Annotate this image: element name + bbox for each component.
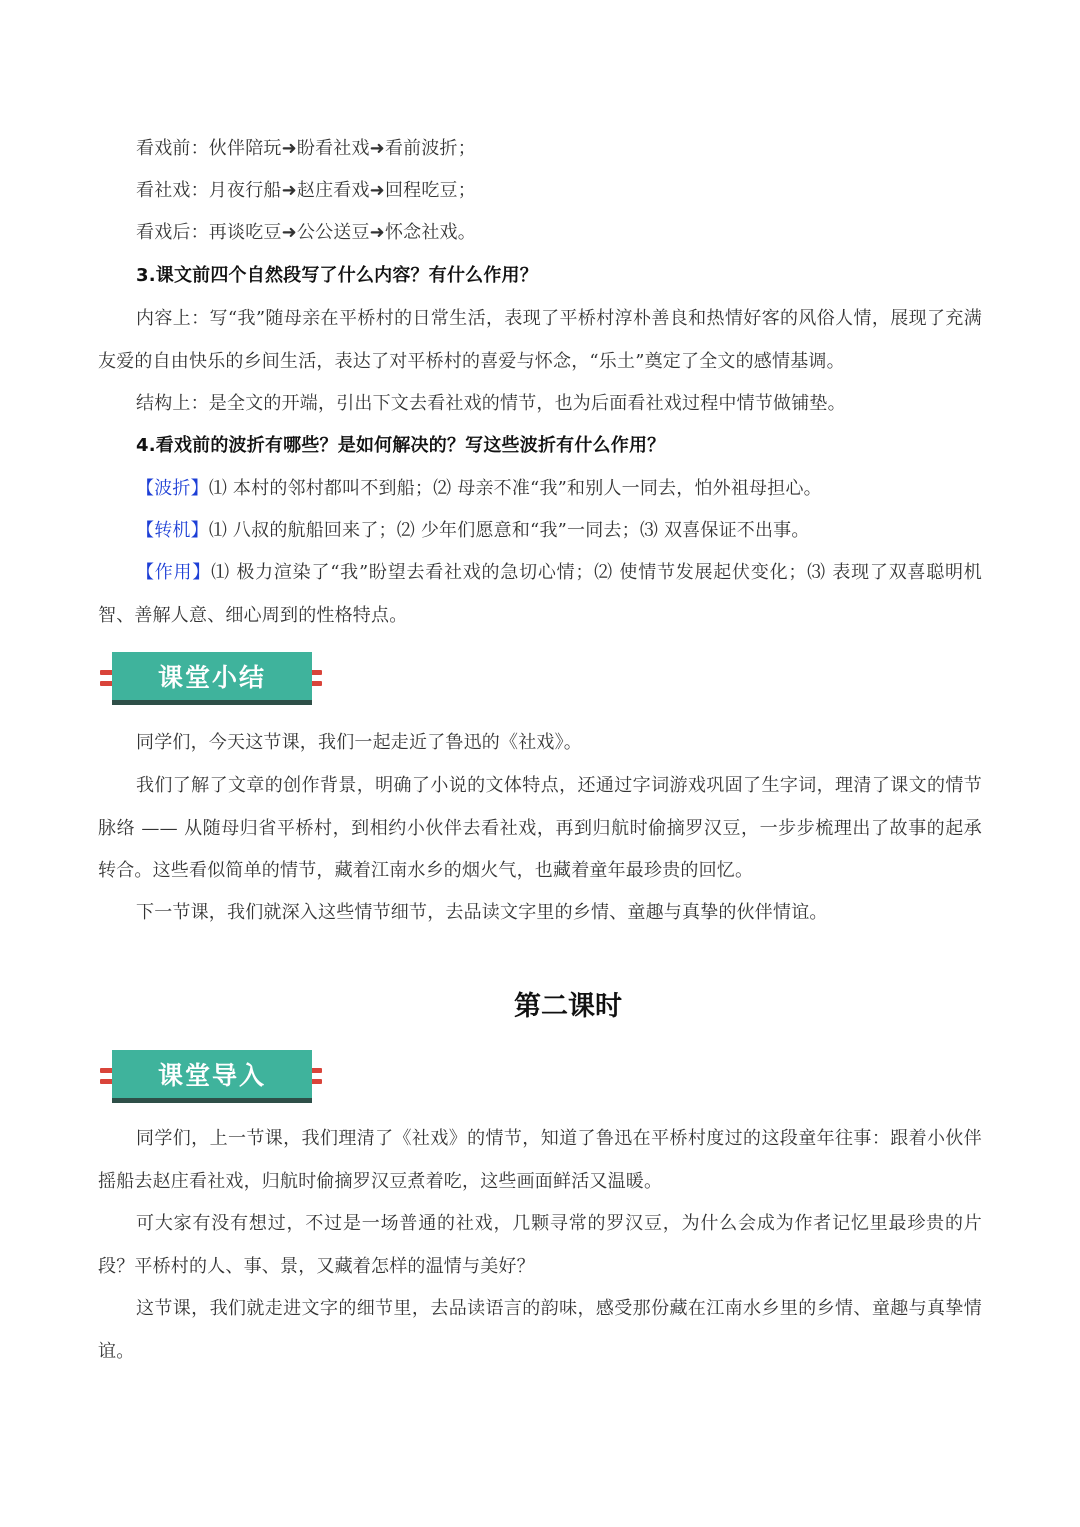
intro-paragraph-3: 这节课，我们就走进文字的细节里，去品读语言的韵味，感受那份藏在江南水乡里的乡情、童趣与真挚情谊。 [98, 1298, 982, 1362]
summary-paragraph-3: 下一节课，我们就深入这些情节细节，去品读文字里的乡情、童趣与真挚的伙伴情谊。 [136, 902, 828, 923]
summary-banner-label: 课堂小结 [112, 652, 312, 705]
intro-banner [100, 1048, 325, 1110]
effect-text: ⑴ 极力渲染了“我”盼望去看社戏的急切心情；⑵ 使情节发展起伏变化；⑶ 表现了双喜聪明机智、善解人意、细心周到的性格特点。 [98, 562, 982, 626]
q3-structure-answer: 结构上：是全文的开端，引出下文去看社戏的情节，也为后面看社戏过程中情节做铺垫。 [136, 393, 846, 414]
plot-line-after: 看戏后：再谈吃豆➜公公送豆➜怀念社戏。 [136, 222, 476, 243]
summary-paragraph-1: 同学们，今天这节课，我们一起走近了鲁迅的《社戏》。 [136, 732, 582, 753]
question-4: 4.看戏前的波折有哪些？是如何解决的？写这些波折有什么作用？ [136, 435, 666, 456]
summary-paragraph-2: 我们了解了文章的创作背景，明确了小说的文体特点，还通过字词游戏巩固了生字词，理清了课文的情节脉络 —— 从随母归省平桥村，到相约小伙伴去看社戏，再到归航时偷摘罗汉豆，一步步梳理出了故事的起承转合。这些看似简单的情节，藏着江南水乡的烟火气，也藏着童年最珍贵的回忆。 [98, 775, 982, 881]
effect-tag: 【作用】 [136, 562, 212, 583]
summary-banner [100, 650, 325, 712]
q4-turn-answer [98, 510, 982, 553]
intro-paragraph-2: 可大家有没有想过，不过是一场普通的社戏，几颗寻常的罗汉豆，为什么会成为作者记忆里最珍贵的片段？平桥村的人、事、景，又藏着怎样的温情与美好？ [98, 1213, 982, 1277]
plot-line-during: 看社戏：月夜行船➜赵庄看戏➜回程吃豆； [136, 180, 476, 201]
q3-content-answer: 内容上：写“我”随母亲在平桥村的日常生活，表现了平桥村淳朴善良和热情好客的风俗人情，展现了充满友爱的自由快乐的乡间生活，表达了对平桥村的喜爱与怀念，“乐土”奠定了全文的感情基调。 [98, 308, 982, 372]
q4-effect-answer [98, 552, 982, 637]
intro-paragraph-1: 同学们，上一节课，我们理清了《社戏》的情节，知道了鲁迅在平桥村度过的这段童年往事：跟着小伙伴摇船去赵庄看社戏，归航时偷摘罗汉豆煮着吃，这些画面鲜活又温暖。 [98, 1128, 982, 1192]
turn-text: ⑴ 八叔的航船回来了；⑵ 少年们愿意和“我”一同去；⑶ 双喜保证不出事。 [208, 520, 810, 541]
question-3: 3.课文前四个自然段写了什么内容？有什么作用？ [136, 265, 538, 286]
twist-text: ⑴ 本村的邻村都叫不到船；⑵ 母亲不准“我”和别人一同去，怕外祖母担心。 [208, 478, 822, 499]
twist-tag: 【波折】 [136, 478, 209, 499]
lesson-two-title: 第二课时 [514, 991, 622, 1022]
intro-banner-label: 课堂导入 [112, 1050, 312, 1103]
q4-twist-answer [98, 468, 982, 511]
turn-tag: 【转机】 [136, 520, 209, 541]
plot-line-before: 看戏前：伙伴陪玩➜盼看社戏➜看前波折； [136, 138, 476, 159]
